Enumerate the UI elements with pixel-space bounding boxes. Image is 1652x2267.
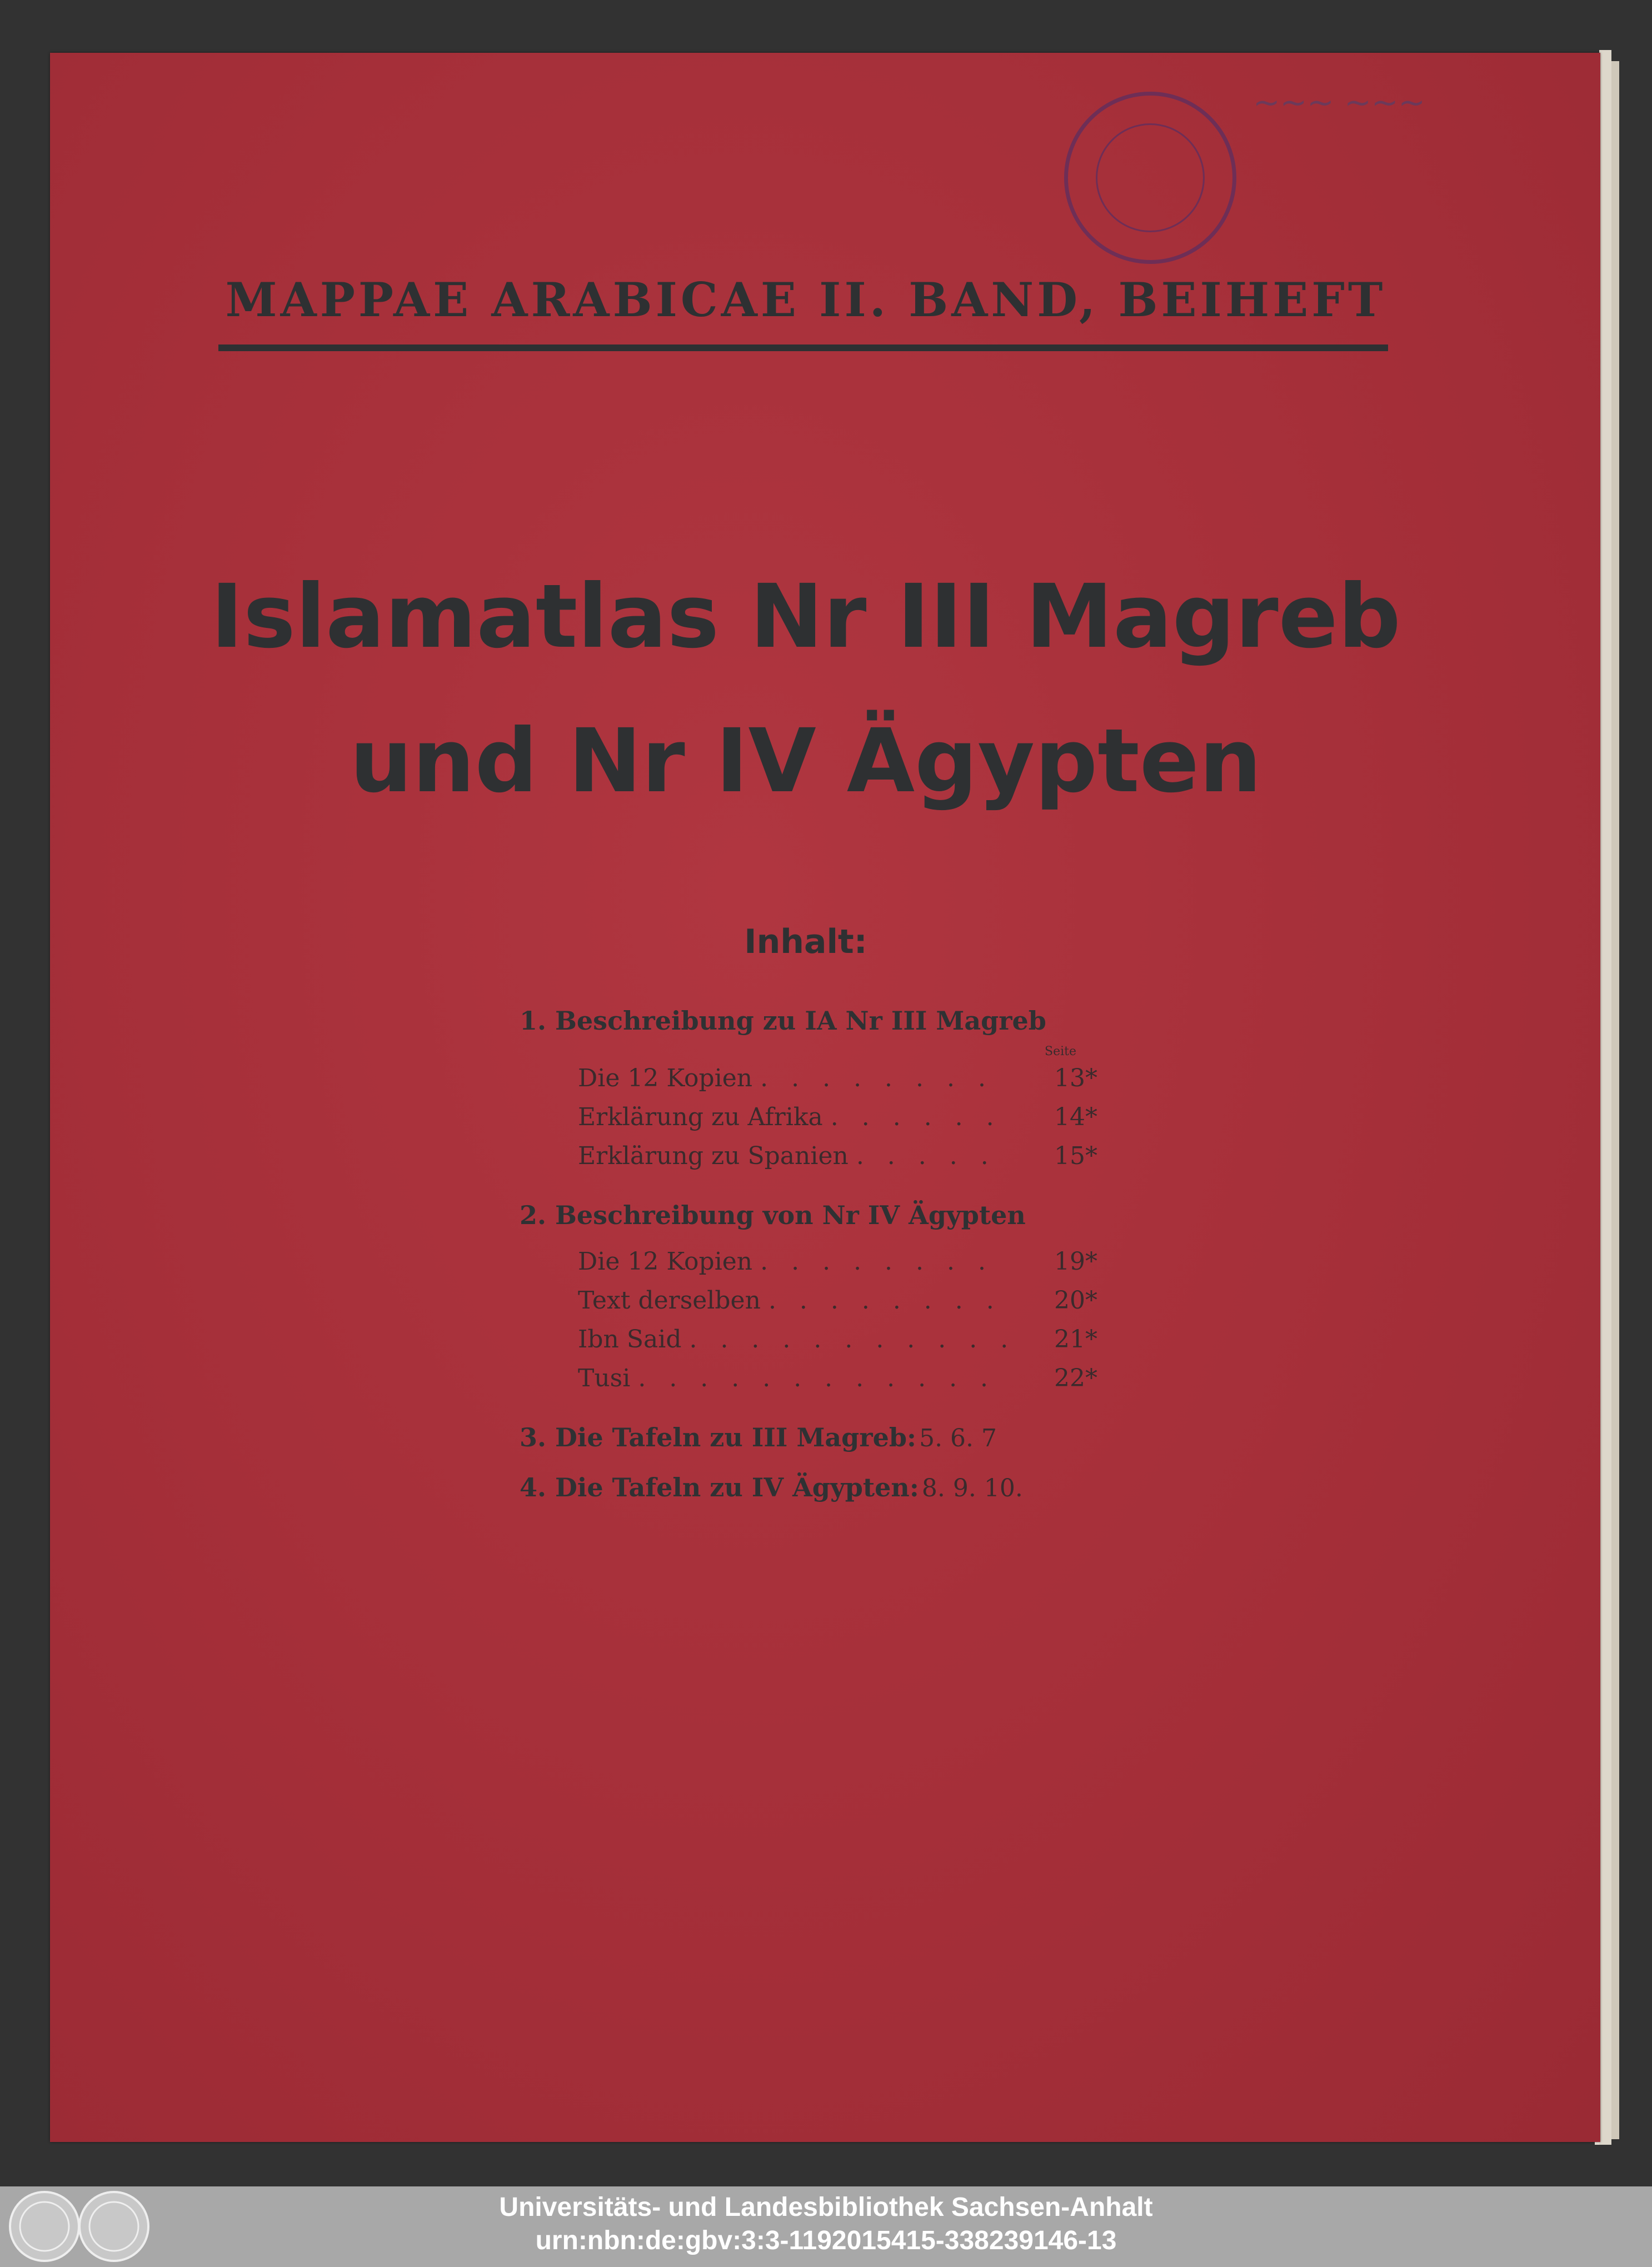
library-stamp: [1064, 92, 1236, 264]
toc-leader: . . . . . . . . . . . .: [638, 1364, 996, 1392]
library-stamp-inner-ring: [1096, 123, 1205, 232]
page-edge: [1611, 61, 1619, 2139]
toc-entry-page: 13*: [1054, 1064, 1097, 1092]
toc-entry-text: Die 12 Kopien: [578, 1064, 753, 1092]
toc-leader: . . . . .: [856, 1142, 996, 1170]
toc-entry: [578, 1325, 1016, 1354]
main-title-line-2: und Nr IV Ägypten: [350, 710, 1262, 812]
main-title-line-1: Islamatlas Nr III Magreb: [211, 566, 1401, 668]
series-title: MAPPAE ARABICAE II. BAND, BEIHEFT: [225, 272, 1386, 327]
toc-entry-page: 14*: [1054, 1103, 1097, 1131]
handwritten-shelfmark: ~~~ ~~~: [1253, 83, 1426, 121]
toc-entry-text: Text derselben: [578, 1286, 761, 1315]
toc-entry-page: 22*: [1054, 1364, 1097, 1392]
toc-entry-text: Erklärung zu Spanien: [578, 1142, 849, 1170]
toc-section-3: [520, 1422, 997, 1452]
toc-entry: [578, 1247, 994, 1276]
toc-entry-page: 20*: [1054, 1286, 1097, 1315]
contents-heading: Inhalt:: [744, 922, 867, 961]
page-edge: [1599, 50, 1611, 2145]
book-cover: [50, 53, 1600, 2142]
toc-section-label: 3. Die Tafeln zu III Magreb:: [520, 1422, 916, 1452]
toc-leader: . . . . . . . . . . .: [689, 1325, 1016, 1354]
toc-entry-text: Erklärung zu Afrika: [578, 1103, 823, 1131]
toc-leader: . . . . . . . .: [768, 1286, 1002, 1315]
toc-entry: [578, 1064, 994, 1092]
toc-section-1: 1. Beschreibung zu IA Nr III Magreb: [520, 1006, 1046, 1036]
toc-entry-text: Ibn Said: [578, 1325, 682, 1354]
toc-entry: [578, 1286, 1002, 1315]
toc-entry: [578, 1103, 1002, 1131]
page-column-label: Seite: [1045, 1045, 1076, 1058]
toc-section-pages: 5. 6. 7: [919, 1424, 997, 1452]
toc-section-pages: 8. 9. 10.: [921, 1474, 1023, 1502]
toc-entry: [578, 1142, 996, 1170]
toc-entry: [578, 1364, 996, 1392]
toc-section-2: 2. Beschreibung von Nr IV Ägypten: [520, 1200, 1026, 1230]
toc-entry-text: Die 12 Kopien: [578, 1247, 753, 1276]
series-title-rule: [218, 344, 1388, 351]
toc-leader: . . . . . . . .: [760, 1064, 994, 1092]
toc-leader: . . . . . .: [830, 1103, 1002, 1131]
footer-urn: urn:nbn:de:gbv:3:3-1192015415-338239146-13: [535, 2226, 1117, 2255]
toc-section-4: [520, 1472, 1023, 1502]
toc-entry-page: 21*: [1054, 1325, 1097, 1354]
toc-section-label: 4. Die Tafeln zu IV Ägypten:: [520, 1472, 919, 1502]
toc-entry-text: Tusi: [578, 1364, 631, 1392]
toc-leader: . . . . . . . .: [760, 1247, 994, 1276]
footer-library-name: Universitäts- und Landesbibliothek Sachsen-Anhalt: [499, 2193, 1153, 2222]
toc-entry-page: 19*: [1054, 1247, 1097, 1276]
toc-entry-page: 15*: [1054, 1142, 1097, 1170]
